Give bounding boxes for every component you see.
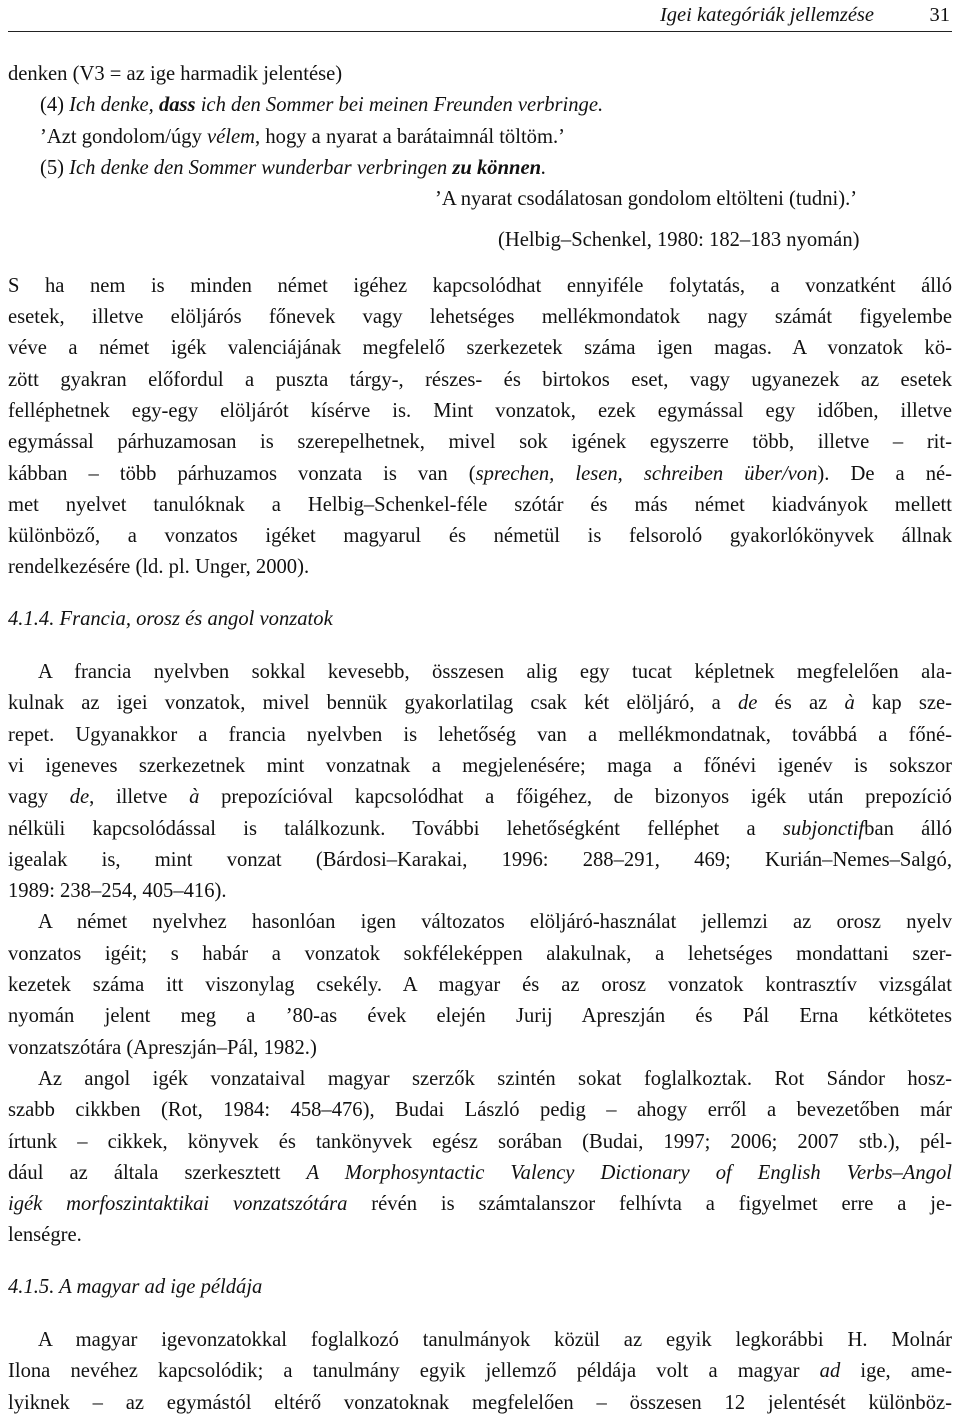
citation: (Helbig–Schenkel, 1980: 182–183 nyomán) (498, 229, 860, 252)
text-line: vi igeneves szerkezetnek mint vonzatnak a megjelenésére; maga a főnévi igenév is sokszor (8, 754, 952, 777)
section-heading-4-1-4: 4.1.4. Francia, orosz és angol vonzatok (8, 607, 333, 630)
text-line: A német nyelvhez hasonlóan igen változatos elöljáró-használat jellemzi az orosz nyelv (38, 911, 952, 934)
text-line: írtunk – cikkek, könyvek és tankönyvek egész sorában (Budai, 1997; 2006; 2007 stb.), pél- (8, 1130, 952, 1153)
text-line: met nyelvet tanulóknak a Helbig–Schenkel-féle szótár és más német kiadványok mellett (8, 493, 952, 516)
text-line: felléphetnek egy-egy elöljárót kísérve is. Mint vonzatok, ezek egymással egy időben, illetve (8, 399, 952, 422)
text-line: szabb cikkben (Rot, 1984: 458–476), Budai László pedig – ahogy erről a bevezetőben már (8, 1099, 952, 1122)
example-5-hungarian: ’A nyarat csodálatosan gondolom eltölteni (tudni).’ (435, 188, 858, 211)
text-line: lyiknek – az egymástól eltérő vonzatoknak megfelelően – összesen 12 jelentését különböz- (8, 1391, 952, 1414)
text-line: vagy de, illetve à prepozícióval kapcsolódhat a főigéhez, de bizonyos igék után prepozíció (8, 786, 952, 809)
text-line: rendelkezésére (ld. pl. Unger, 2000). (8, 556, 310, 579)
text-line: igék morfoszintaktikai vonzatszótára révén is számtalanszor felhívta a figyelmet erre a je- (8, 1193, 952, 1216)
text-line: lenségre. (8, 1224, 82, 1247)
page-body (8, 59, 952, 1419)
example-4-hungarian: ’Azt gondolom/úgy vélem, hogy a nyarat a barátaimnál töltöm.’ (40, 125, 565, 148)
text-line: Az angol igék vonzataival magyar szerzők szintén sokat foglalkoztak. Rot Sándor hosz- (38, 1067, 952, 1090)
text-line: különböző, a vonzatos igéket magyarul és németül is felsoroló gyakorlókönyvek állnak (8, 525, 952, 548)
paragraph-1 (8, 271, 952, 584)
text-line: repet. Ugyanakkor a francia nyelvben is lehetőség van a mellékmondatnak, továbbá a főné- (8, 723, 952, 746)
example-4-german: (4) Ich denke, dass ich den Sommer bei meinen Freunden verbringe. (40, 94, 604, 117)
text-line: kábban – több párhuzamos vonzata is van (sprechen, lesen, schreiben über/von). De a né- (8, 462, 952, 485)
example-intro: denken (V3 = az ige harmadik jelentése) (8, 63, 343, 85)
running-header (8, 0, 952, 32)
header-title: Igei kategóriák jellemzése (659, 4, 874, 26)
text-line: S ha nem is minden német igéhez kapcsolódhat ennyiféle folytatás, a vonzatként álló (8, 274, 952, 297)
text-line: kulnak az igei vonzatok, mivel bennük gyakorlatilag csak két elöljáró, a de és az à kap sze- (8, 692, 952, 715)
text-line: vonzatos igéit; s habár a vonzatok sokféleképpen alakulnak, a lehetséges mondattani szer- (8, 942, 952, 965)
text-line: vonzatszótára (Apreszján–Pál, 1982.) (8, 1036, 317, 1059)
text-line: A francia nyelvben sokkal kevesebb, összesen alig egy tucat képletnek megfelelően ala- (38, 661, 952, 684)
text-line: esetek, illetve elöljárós főnevek vagy lehetséges mellékmondatok nagy számát figyelembe (8, 306, 952, 329)
text-line: egymással párhuzamosan is szerepelhetnek, mivel sok igének egyszerre több, illetve – rit- (8, 431, 952, 454)
text-line: Ilona nevéhez kapcsolódik; a tanulmány egyik jellemző példája volt a magyar ad ige, ame- (8, 1360, 952, 1383)
paragraph-5 (8, 1325, 952, 1419)
page-number: 31 (929, 4, 950, 26)
text-line: nélküli kapcsolódással is találkozunk. További lehetőségként felléphet a subjonctifban álló (8, 817, 953, 840)
paragraph-2 (8, 657, 952, 907)
example-5-german: (5) Ich denke den Sommer wunderbar verbringen zu können. (40, 156, 547, 179)
text-line: A magyar igevonzatokkal foglalkozó tanulmányok közül az egyik legkorábbi H. Molnár (38, 1328, 952, 1351)
text-line: dául az általa szerkesztett A Morphosyntactic Valency Dictionary of English Verbs–Angol (8, 1161, 953, 1184)
text-line: véve a német igék valenciájának megfelelő szerkezetek száma igen magas. A vonzatok kö- (8, 337, 952, 360)
text-line: igealak is, mint vonzat (Bárdosi–Karakai, 1996: 288–291, 469; Kurián–Nemes–Salgó, (8, 848, 952, 871)
paragraph-4 (8, 1064, 952, 1252)
text-line: nyomán jelent meg a ’80-as évek elején Jurij Apreszján és Pál Erna kétkötetes (8, 1005, 952, 1028)
paragraph-3 (8, 907, 952, 1063)
text-line: 1989: 238–254, 405–416). (8, 880, 227, 903)
section-heading-4-1-5: 4.1.5. A magyar ad ige példája (8, 1275, 263, 1298)
text-line: zött gyakran előfordul a puszta tárgy-, részes- és birtokos eset, vagy ugyanezek az esetek (8, 368, 952, 391)
text-line: kezetek száma itt viszonylag csekély. A magyar és az orosz vonzatok kontrasztív vizsgálat (8, 974, 952, 997)
